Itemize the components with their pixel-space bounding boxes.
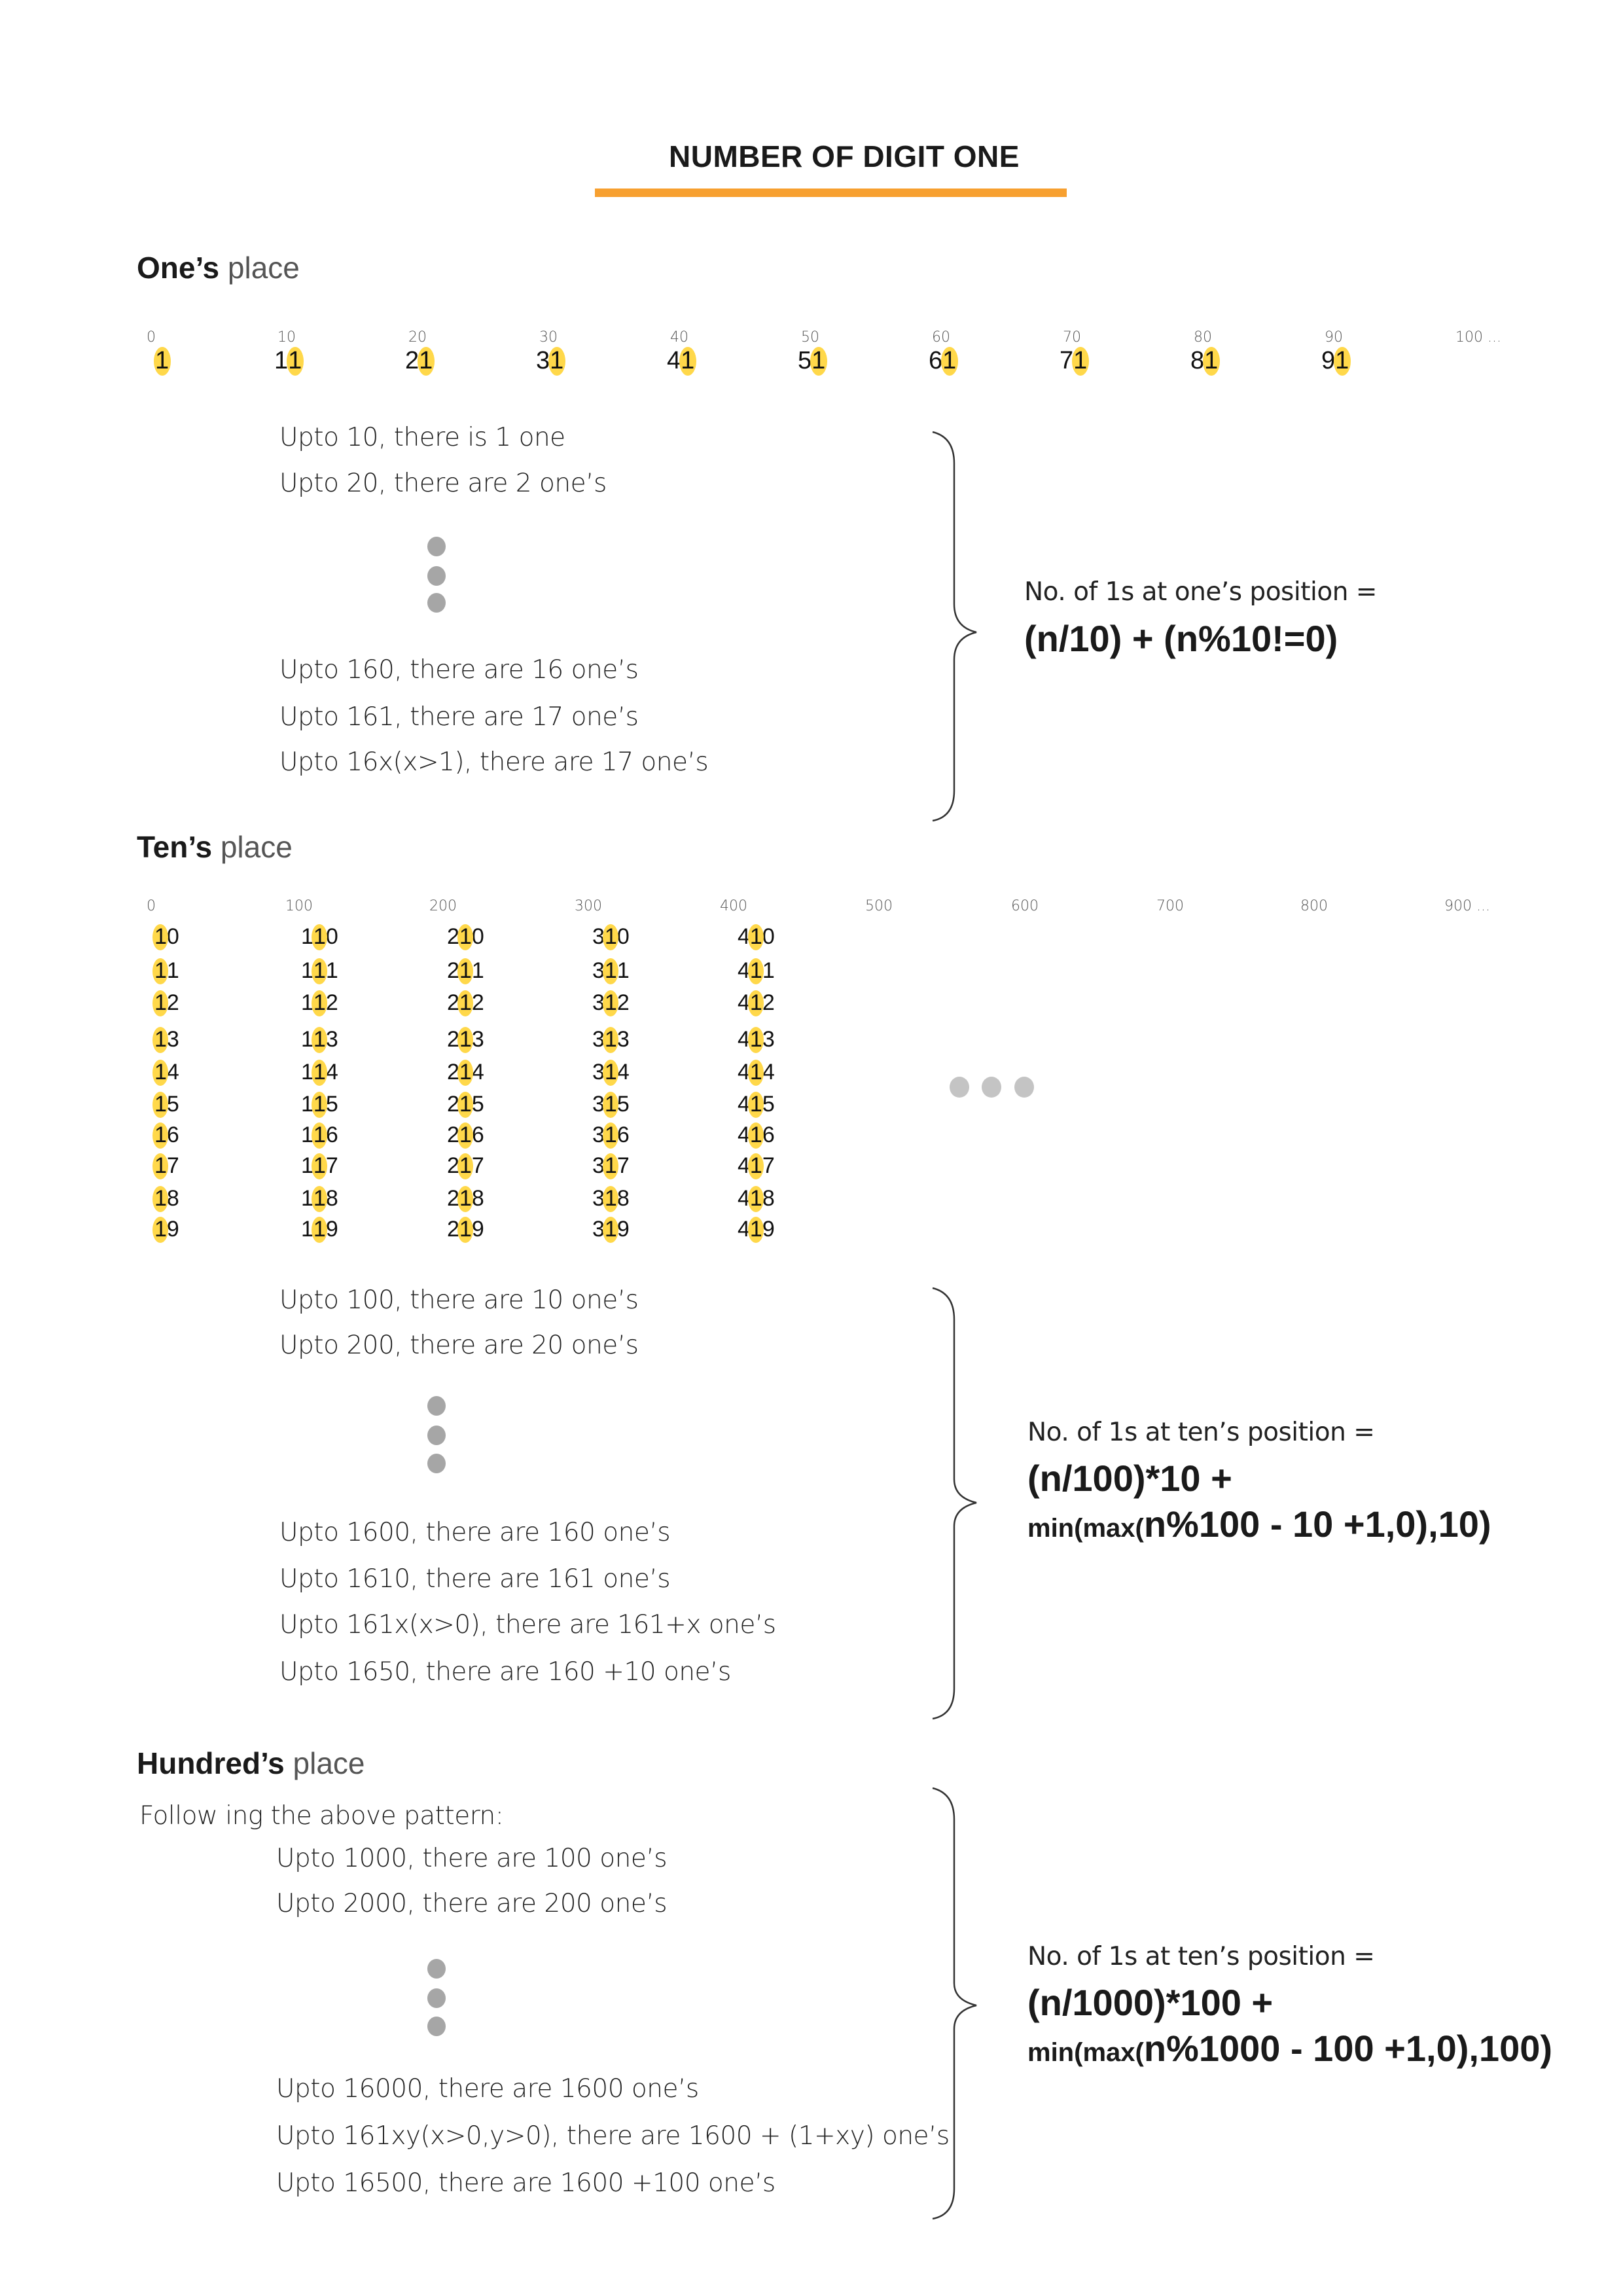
digit: 9	[325, 1217, 338, 1242]
explanation-line: Upto 2000, there are 200 one’s	[276, 1889, 668, 1918]
axis-tick: 600	[1011, 898, 1039, 914]
axis-tick: 700	[1156, 898, 1184, 914]
grid-number	[738, 958, 775, 984]
ellipsis-dot-icon	[950, 1077, 969, 1098]
digit: 4	[471, 1060, 484, 1085]
digit: 8	[471, 1186, 484, 1211]
heading-light: place	[227, 251, 300, 285]
grid-number	[154, 924, 179, 950]
digit: 4	[738, 990, 750, 1015]
explanation-line: Upto 10, there is 1 one	[279, 423, 565, 452]
grid-number	[738, 1217, 775, 1242]
digit: 6	[929, 347, 943, 374]
ones-section-heading	[137, 250, 300, 285]
ellipsis-dot-icon	[1014, 1077, 1034, 1098]
highlighted-one: 1	[154, 924, 167, 949]
digit: 3	[592, 1186, 605, 1211]
digit: 3	[166, 1027, 179, 1052]
axis-tick: 500	[865, 898, 893, 914]
highlighted-one: 1	[749, 1092, 762, 1117]
highlighted-one: 1	[154, 958, 167, 983]
digit: 4	[738, 1092, 750, 1117]
grid-number	[447, 1060, 484, 1085]
tens-formula-line1: (n/100)*10 +	[1027, 1458, 1232, 1499]
digit: 4	[738, 958, 750, 983]
grid-number	[738, 1186, 775, 1211]
digit: 1	[301, 958, 313, 983]
highlighted-one: 1	[313, 990, 326, 1015]
heading-bold: Hundred’s	[137, 1746, 285, 1780]
highlighted-one: 1	[154, 1027, 167, 1052]
digit: 3	[592, 1153, 605, 1178]
curly-brace-icon	[929, 1287, 982, 1721]
digit: 2	[447, 958, 459, 983]
highlighted-one: 1	[459, 1060, 472, 1085]
explanation-line: Upto 100, there are 10 one’s	[279, 1285, 639, 1315]
highlighted-one: 1	[749, 1060, 762, 1085]
explanation-line: Upto 160, there are 16 one’s	[279, 655, 639, 685]
grid-number	[447, 1092, 484, 1117]
grid-number	[154, 1027, 179, 1052]
max-fn: max(	[1082, 1514, 1144, 1543]
digit: 2	[447, 1092, 459, 1117]
heading-bold: One’s	[137, 251, 220, 285]
axis-tick: 100 ...	[1455, 329, 1501, 346]
grid-number	[738, 1153, 775, 1179]
digit: 6	[166, 1122, 179, 1147]
digit: 5	[471, 1092, 484, 1117]
highlighted-one: 1	[749, 958, 762, 983]
highlighted-one: 1	[604, 1153, 617, 1178]
explanation-line: Upto 161x(x>0), there are 161+x one’s	[279, 1610, 776, 1640]
digit: 4	[616, 1060, 630, 1085]
heading-light: place	[220, 830, 293, 864]
grid-number	[447, 990, 484, 1016]
digit: 8	[1190, 347, 1205, 374]
digit: 2	[447, 1060, 459, 1085]
highlighted-one: 1	[749, 1153, 762, 1178]
explanation-line: Upto 161xy(x>0,y>0), there are 1600 + (1+xy) one’s	[276, 2121, 950, 2151]
highlighted-one: 1	[604, 990, 617, 1015]
grid-number	[738, 1027, 775, 1052]
grid-number	[154, 990, 179, 1016]
digit: 3	[592, 1027, 605, 1052]
digit: 2	[166, 990, 179, 1015]
digit: 4	[738, 1060, 750, 1085]
grid-number	[447, 1186, 484, 1211]
digit: 4	[667, 347, 681, 374]
digit: 1	[301, 1092, 313, 1117]
digit: 8	[616, 1186, 630, 1211]
digit: 1	[301, 990, 313, 1015]
hundreds-section-heading	[137, 1746, 365, 1781]
digit: 4	[325, 1060, 338, 1085]
highlighted-one: 1	[681, 347, 695, 374]
digit: 2	[447, 1217, 459, 1242]
formula-rest: n%100 - 10 +1,0),10)	[1143, 1503, 1491, 1545]
explanation-line: Upto 1610, there are 161 one’s	[279, 1564, 671, 1594]
digit: 6	[325, 1122, 338, 1147]
number-item	[405, 347, 433, 375]
highlighted-one: 1	[604, 924, 617, 949]
highlighted-one: 1	[749, 924, 762, 949]
digit: 3	[592, 958, 605, 983]
ellipsis-dot-icon	[427, 2017, 446, 2036]
digit: 2	[447, 1153, 459, 1178]
digit: 2	[405, 347, 419, 374]
digit: 4	[762, 1060, 775, 1085]
highlighted-one: 1	[154, 1092, 167, 1117]
digit: 3	[471, 1027, 484, 1052]
digit: 3	[616, 1027, 630, 1052]
digit: 4	[738, 1217, 750, 1242]
highlighted-one: 1	[313, 1092, 326, 1117]
highlighted-one: 1	[154, 1186, 167, 1211]
digit: 7	[616, 1153, 630, 1178]
explanation-line: Upto 1000, there are 100 one’s	[276, 1844, 668, 1873]
grid-number	[301, 1153, 338, 1179]
digit: 2	[325, 990, 338, 1015]
curly-brace-icon	[929, 1787, 982, 2221]
grid-number	[301, 924, 338, 950]
digit: 2	[447, 990, 459, 1015]
digit: 3	[592, 1217, 605, 1242]
highlighted-one: 1	[459, 958, 472, 983]
grid-number	[592, 1122, 630, 1148]
digit: 5	[762, 1092, 775, 1117]
axis-tick: 80	[1194, 329, 1212, 346]
grid-number	[301, 990, 338, 1016]
ones-formula: (n/10) + (n%10!=0)	[1024, 618, 1338, 659]
highlighted-one: 1	[419, 347, 433, 374]
ellipsis-dot-icon	[427, 1988, 446, 2008]
number-item	[274, 347, 302, 375]
page-title: NUMBER OF DIGIT ONE	[669, 139, 1020, 173]
highlighted-one: 1	[1073, 347, 1088, 374]
digit: 4	[738, 924, 750, 949]
hundreds-intro: Follow ing the above pattern:	[139, 1801, 504, 1831]
digit: 3	[592, 1122, 605, 1147]
grid-number	[447, 1217, 484, 1242]
digit: 2	[447, 1186, 459, 1211]
hundreds-formula-line2	[1027, 2027, 1552, 2070]
grid-number	[738, 1122, 775, 1148]
number-item	[536, 347, 563, 375]
highlighted-one: 1	[313, 1060, 326, 1085]
digit: 1	[301, 1122, 313, 1147]
digit: 1	[166, 958, 179, 983]
ellipsis-dot-icon	[427, 1396, 446, 1416]
heading-bold: Ten’s	[137, 830, 213, 864]
highlighted-one: 1	[459, 1027, 472, 1052]
grid-number	[301, 1060, 338, 1085]
digit: 0	[325, 924, 338, 949]
tens-formula-line2	[1027, 1503, 1491, 1545]
digit: 5	[616, 1092, 630, 1117]
explanation-line: Upto 20, there are 2 one’s	[279, 469, 607, 498]
axis-tick: 50	[801, 329, 819, 346]
digit: 1	[471, 958, 484, 983]
digit: 6	[616, 1122, 630, 1147]
heading-light: place	[293, 1746, 365, 1780]
highlighted-one: 1	[604, 1186, 617, 1211]
grid-number	[738, 1092, 775, 1117]
digit: 3	[325, 1027, 338, 1052]
ellipsis-dot-icon	[427, 566, 446, 586]
axis-tick: 30	[539, 329, 558, 346]
highlighted-one: 1	[154, 1153, 167, 1178]
highlighted-one: 1	[459, 924, 472, 949]
number-item	[667, 347, 694, 375]
tens-formula-label: No. of 1s at ten’s position =	[1027, 1418, 1375, 1447]
highlighted-one: 1	[459, 1217, 472, 1242]
digit: 2	[762, 990, 775, 1015]
axis-tick: 0	[147, 329, 156, 346]
grid-number	[592, 1060, 630, 1085]
digit: 9	[762, 1217, 775, 1242]
number-item	[929, 347, 956, 375]
digit: 2	[447, 1027, 459, 1052]
digit: 2	[447, 1122, 459, 1147]
grid-number	[154, 1153, 179, 1179]
axis-tick: 400	[720, 898, 747, 914]
axis-tick: 20	[408, 329, 427, 346]
title-underline	[595, 188, 1067, 197]
ellipsis-dot-icon	[427, 537, 446, 556]
highlighted-one: 1	[154, 990, 167, 1015]
highlighted-one: 1	[459, 1092, 472, 1117]
highlighted-one: 1	[604, 1092, 617, 1117]
highlighted-one: 1	[313, 1217, 326, 1242]
grid-number	[301, 1122, 338, 1148]
ellipsis-dot-icon	[982, 1077, 1001, 1098]
axis-tick: 40	[670, 329, 688, 346]
digit: 5	[166, 1092, 179, 1117]
digit: 1	[301, 1186, 313, 1211]
digit: 6	[471, 1122, 484, 1147]
highlighted-one: 1	[313, 1122, 326, 1147]
digit: 4	[738, 1027, 750, 1052]
grid-number	[592, 958, 630, 984]
digit: 8	[762, 1186, 775, 1211]
axis-tick: 100	[285, 898, 313, 914]
highlighted-one: 1	[604, 1027, 617, 1052]
grid-number	[592, 924, 630, 950]
digit: 1	[301, 1060, 313, 1085]
hundreds-formula-line1: (n/1000)*100 +	[1027, 1982, 1274, 2023]
highlighted-one: 1	[604, 1060, 617, 1085]
grid-number	[154, 1122, 179, 1148]
grid-number	[154, 1092, 179, 1117]
axis-tick: 60	[932, 329, 950, 346]
highlighted-one: 1	[313, 1153, 326, 1178]
highlighted-one: 1	[749, 990, 762, 1015]
number-item	[155, 347, 169, 375]
highlighted-one: 1	[459, 1122, 472, 1147]
digit: 9	[166, 1217, 179, 1242]
digit: 1	[301, 1153, 313, 1178]
grid-number	[154, 958, 179, 984]
digit: 1	[274, 347, 289, 374]
highlighted-one: 1	[604, 1217, 617, 1242]
grid-number	[301, 1186, 338, 1211]
grid-number	[592, 1092, 630, 1117]
axis-tick: 70	[1063, 329, 1081, 346]
highlighted-one: 1	[459, 990, 472, 1015]
grid-number	[154, 1060, 179, 1085]
grid-number	[447, 924, 484, 950]
highlighted-one: 1	[604, 958, 617, 983]
digit: 5	[325, 1092, 338, 1117]
digit: 4	[166, 1060, 179, 1085]
digit: 6	[762, 1122, 775, 1147]
axis-tick: 200	[429, 898, 457, 914]
explanation-line: Upto 1650, there are 160 +10 one’s	[279, 1657, 731, 1687]
grid-number	[301, 1092, 338, 1117]
highlighted-one: 1	[313, 924, 326, 949]
number-item	[1060, 347, 1087, 375]
digit: 7	[762, 1153, 775, 1178]
grid-number	[301, 1217, 338, 1242]
digit: 4	[738, 1186, 750, 1211]
digit: 1	[301, 924, 313, 949]
explanation-line: Upto 1600, there are 160 one’s	[279, 1518, 671, 1547]
highlighted-one: 1	[942, 347, 957, 374]
digit: 0	[616, 924, 630, 949]
max-fn: max(	[1082, 2038, 1144, 2067]
grid-number	[447, 958, 484, 984]
highlighted-one: 1	[749, 1186, 762, 1211]
grid-number	[301, 1027, 338, 1052]
digit: 3	[536, 347, 550, 374]
grid-number	[447, 1153, 484, 1179]
explanation-line: Upto 200, there are 20 one’s	[279, 1331, 639, 1360]
highlighted-one: 1	[749, 1122, 762, 1147]
digit: 1	[301, 1217, 313, 1242]
explanation-line: Upto 16000, there are 1600 one’s	[276, 2074, 699, 2104]
highlighted-one: 1	[1204, 347, 1219, 374]
digit: 3	[592, 1092, 605, 1117]
digit: 4	[738, 1122, 750, 1147]
grid-number	[301, 958, 338, 984]
explanation-line: Upto 161, there are 17 one’s	[279, 702, 639, 732]
number-item	[1190, 347, 1218, 375]
digit: 7	[166, 1153, 179, 1178]
highlighted-one: 1	[749, 1217, 762, 1242]
min-fn: min(	[1027, 2038, 1083, 2067]
number-item	[798, 347, 825, 375]
digit: 2	[616, 990, 630, 1015]
formula-rest: n%1000 - 100 +1,0),100)	[1143, 2028, 1553, 2069]
explanation-line: Upto 16x(x>1), there are 17 one’s	[279, 747, 709, 777]
ones-formula-label: No. of 1s at one’s position =	[1024, 577, 1377, 607]
axis-tick: 800	[1300, 898, 1328, 914]
highlighted-one: 1	[459, 1186, 472, 1211]
grid-number	[738, 990, 775, 1016]
digit: 2	[471, 990, 484, 1015]
ellipsis-dot-icon	[427, 1454, 446, 1473]
ellipsis-dot-icon	[427, 1959, 446, 1979]
highlighted-one: 1	[154, 1060, 167, 1085]
axis-tick: 10	[277, 329, 296, 346]
digit: 1	[616, 958, 630, 983]
tens-section-heading	[137, 829, 293, 865]
highlighted-one: 1	[812, 347, 826, 374]
grid-number	[738, 1060, 775, 1085]
explanation-line: Upto 16500, there are 1600 +100 one’s	[276, 2168, 776, 2198]
axis-tick: 90	[1325, 329, 1343, 346]
curly-brace-icon	[929, 431, 982, 823]
digit: 8	[166, 1186, 179, 1211]
highlighted-one: 1	[550, 347, 564, 374]
digit: 7	[325, 1153, 338, 1178]
grid-number	[738, 924, 775, 950]
digit: 1	[301, 1027, 313, 1052]
grid-number	[447, 1122, 484, 1148]
digit: 8	[325, 1186, 338, 1211]
grid-number	[592, 1153, 630, 1179]
highlighted-one: 1	[313, 958, 326, 983]
highlighted-one: 1	[749, 1027, 762, 1052]
digit: 7	[471, 1153, 484, 1178]
ellipsis-dot-icon	[427, 1426, 446, 1445]
min-fn: min(	[1027, 1514, 1083, 1543]
grid-number	[592, 1217, 630, 1242]
axis-tick: 900 ...	[1444, 898, 1490, 914]
digit: 4	[738, 1153, 750, 1178]
highlighted-one: 1	[459, 1153, 472, 1178]
grid-number	[592, 1186, 630, 1211]
highlighted-one: 1	[1335, 347, 1349, 374]
digit: 1	[325, 958, 338, 983]
digit: 3	[762, 1027, 775, 1052]
highlighted-one: 1	[288, 347, 302, 374]
highlighted-one: 1	[154, 1122, 167, 1147]
digit: 1	[762, 958, 775, 983]
digit: 0	[166, 924, 179, 949]
grid-number	[592, 990, 630, 1016]
highlighted-one: 1	[155, 347, 169, 374]
digit: 9	[471, 1217, 484, 1242]
digit: 0	[762, 924, 775, 949]
highlighted-one: 1	[313, 1186, 326, 1211]
digit: 9	[1321, 347, 1336, 374]
digit: 3	[592, 924, 605, 949]
hundreds-formula-label: No. of 1s at ten’s position =	[1027, 1942, 1375, 1971]
axis-tick: 300	[575, 898, 602, 914]
axis-tick: 0	[147, 898, 156, 914]
highlighted-one: 1	[313, 1027, 326, 1052]
number-item	[1321, 347, 1349, 375]
digit: 7	[1060, 347, 1074, 374]
digit: 0	[471, 924, 484, 949]
digit: 9	[616, 1217, 630, 1242]
grid-number	[154, 1186, 179, 1211]
digit: 3	[592, 990, 605, 1015]
digit: 2	[447, 924, 459, 949]
ellipsis-dot-icon	[427, 593, 446, 613]
digit: 3	[592, 1060, 605, 1085]
highlighted-one: 1	[604, 1122, 617, 1147]
highlighted-one: 1	[154, 1217, 167, 1242]
digit: 5	[798, 347, 812, 374]
grid-number	[447, 1027, 484, 1052]
grid-number	[592, 1027, 630, 1052]
grid-number	[154, 1217, 179, 1242]
